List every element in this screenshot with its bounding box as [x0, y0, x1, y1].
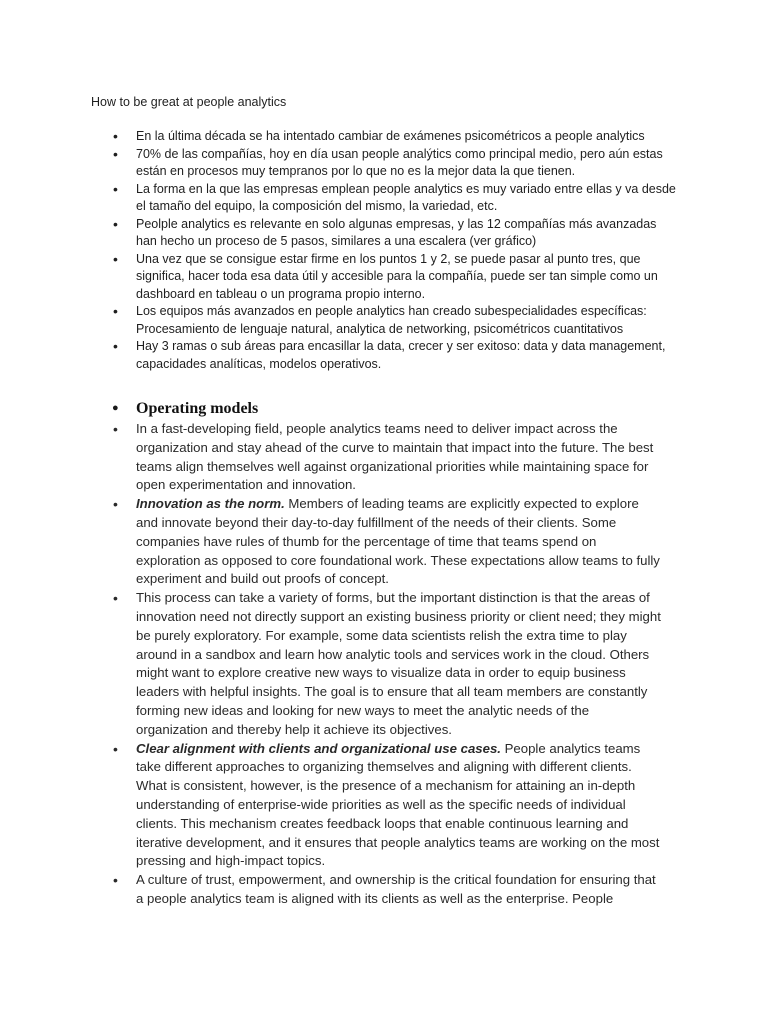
list-item: • 70% de las compañías, hoy en día usan people analýtics como principal medio, pero aún estas están en procesos muy tempranos por lo que no es la mejor data la que tienen. — [0, 146, 676, 181]
list-item — [0, 589, 662, 739]
section-heading-list — [0, 399, 700, 419]
section-heading: Operating models — [136, 400, 259, 417]
item-text: People analytics teams take different approaches to organizing themselves and aligning with different clients. What is consistent, however, is the presence of a mechanism for attaining an in-depth understanding of enterprise-wide priorities as well as the specific needs of individual clients. This mechanism creates feedback loops that enable continuous learning and iterative development, and it ensures that people analytics teams are working on the most pressing and high-impact topics. — [136, 740, 660, 869]
list-item: • La forma en la que las empresas emplean people analytics es muy variado entre ellas y va desde el tamaño del equipo, la composición del mismo, la variedad, etc. — [0, 181, 676, 216]
item-text: Members of leading teams are explicitly expected to explore and innovate beyond their day-to-day fulfillment of the needs of their clients. Some companies have rules of thumb for the percentage of time that teams spend on exploration as opposed to core foundational work. These expectations allow teams to fully experiment and build out proofs of concept. — [136, 496, 660, 587]
operating-models-list — [0, 420, 700, 909]
list-item — [0, 871, 662, 909]
list-item: • Hay 3 ramas o sub áreas para encasillar la data, crecer y ser exitoso: data y data management, capacidades analíticas, modelos operativos. — [0, 338, 676, 373]
list-item: • Una vez que se consigue estar firme en los puntos 1 y 2, se puede pasar al punto tres, que significa, hacer toda esa data útil y accesible para la compañía, puede ser tan simple como un dashboard en tableau o un programa propio interno. — [0, 251, 676, 304]
item-lead: Clear alignment with clients and organizational use cases. — [136, 740, 501, 756]
list-item: • En la última década se ha intentado cambiar de exámenes psicométricos a people analytics — [0, 128, 676, 146]
document-title: How to be great at people analytics — [91, 95, 287, 109]
spanish-notes-list — [0, 128, 700, 373]
item-lead: Innovation as the norm. — [136, 496, 285, 512]
item-text: This process can take a variety of forms, but the important distinction is that the areas of innovation need not directly support an existing business priority or client need; they might be purely exploratory. For example, some data scientists relish the extra time to play around in a sandbox and learn how analytic tools and services work in the cloud. Others might want to explore creative new ways to visualize data in order to equip business leaders with helpful insights. The goal is to ensure that all team members are constantly forming new ideas and looking for new ways to meet the analytic needs of the organization and thereby help it achieve its objectives. — [136, 590, 661, 737]
section-heading-item — [0, 399, 700, 419]
list-item: • Peolple analytics es relevante en solo algunas empresas, y las 12 compañías más avanzadas han hecho un proceso de 5 pasos, similares a una escalera (ver gráfico) — [0, 216, 676, 251]
item-text: A culture of trust, empowerment, and ownership is the critical foundation for ensuring that a people analytics team is aligned with its clients as well as the enterprise. People — [136, 872, 656, 906]
list-item — [0, 740, 662, 872]
item-text: In a fast-developing field, people analytics teams need to deliver impact across the organization and stay ahead of the curve to maintain that impact into the future. The best teams align themselves well against organizational priorities while maintaining space for open experimentation and innovation. — [136, 421, 654, 493]
list-item: • Los equipos más avanzados en people analytics han creado subespecialidades específicas: Procesamiento de lenguaje natural, analytica de networking, psicométricos cuantitativos — [0, 303, 676, 338]
list-item — [0, 420, 662, 495]
list-item — [0, 495, 662, 589]
